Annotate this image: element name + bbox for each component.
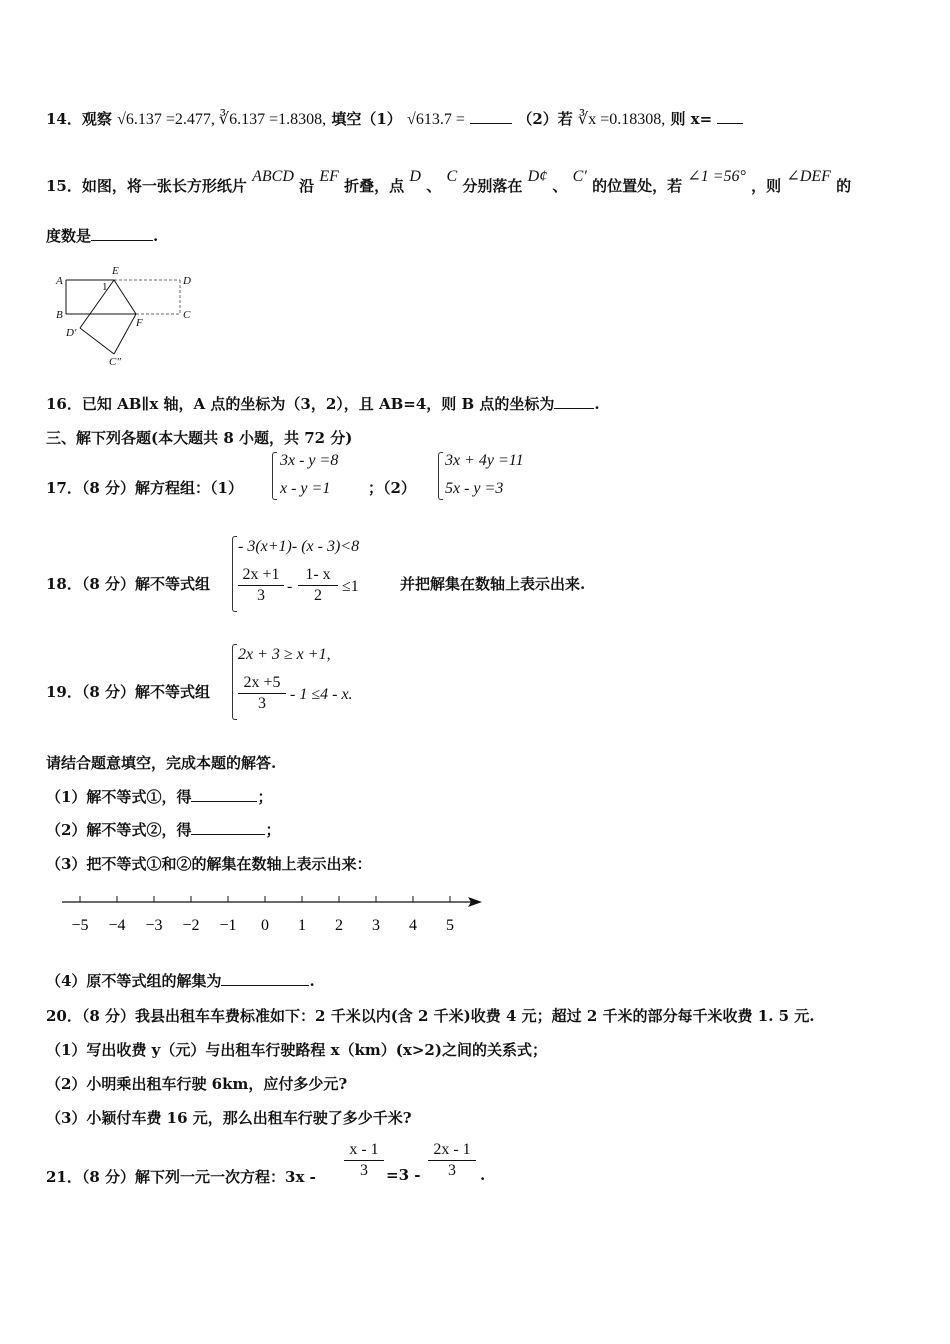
q19-inequality-1: 2x + 3 ≥ x +1, [238, 646, 331, 663]
label-c: C [183, 309, 191, 321]
edge-dprime-cprime [80, 328, 114, 354]
q19-step-2 [46, 819, 280, 840]
number-line-tick-label: −2 [182, 917, 200, 934]
q15-c: C [446, 168, 458, 185]
number-line-tick-label: 4 [409, 917, 417, 934]
number-line-tick-label: 5 [446, 917, 454, 934]
q14-blank-1[interactable] [470, 109, 512, 124]
q17-system2-eq1: 3x + 4y =11 [445, 452, 524, 469]
q18-brace [232, 536, 237, 612]
fold-line-ef [114, 280, 136, 314]
q15-rect-label: ABCD [252, 168, 294, 185]
q15-c2: C′ [572, 168, 587, 185]
q16-blank[interactable] [554, 394, 594, 409]
question-16 [46, 393, 600, 414]
q18-minus: - [287, 578, 293, 595]
step2-end: ； [265, 821, 281, 839]
q17-number: 17．（8 分）解方程组：（1） [46, 479, 243, 497]
question-17 [46, 477, 243, 498]
q18-f1-numerator: 2x +1 [242, 566, 280, 583]
q21-f2-numerator: 2x - 1 [433, 1141, 471, 1158]
q20-part-3: （3）小颖付车费 16 元，那么出租车行驶了多少千米? [46, 1109, 412, 1127]
question-21 [46, 1166, 316, 1187]
q15-sep: 、 [426, 177, 442, 195]
step1-end: ； [257, 788, 273, 806]
q14-number: 14．观察 [46, 110, 112, 128]
question-20: 20．（8 分）我县出租车车费标准如下：2 千米以内(含 2 千米)收费 4 元；超过 2 千米的部分每千米收费 1. 5 元. [46, 1007, 815, 1025]
q19-f-bar [238, 693, 286, 694]
q21-f1-numerator: x - 1 [349, 1141, 379, 1158]
q18-f2-bar [298, 585, 338, 586]
edge-cprime-f [114, 314, 136, 354]
q21-fraction-1 [344, 1141, 384, 1180]
step1-blank[interactable] [191, 787, 257, 802]
q18-fraction-1 [238, 566, 284, 605]
number-line-tick-label: −3 [145, 917, 163, 934]
question-18 [46, 573, 210, 594]
label-e: E [112, 265, 119, 277]
label-a: A [56, 275, 63, 287]
question-14 [46, 108, 743, 129]
step4-label: （4）原不等式组的解集为 [46, 972, 222, 990]
step2-label: （2）解不等式②，得 [46, 821, 192, 839]
number-line-tick-label: −1 [219, 917, 237, 934]
step4-end: . [309, 972, 315, 990]
q15-of: 的 [836, 177, 852, 195]
q14-blank-2[interactable] [717, 109, 743, 124]
q18-f2-numerator: 1- x [305, 566, 331, 583]
number-line-tick-label: −5 [71, 917, 89, 934]
number-line-tick-label: 3 [372, 917, 380, 934]
step2-blank[interactable] [191, 820, 265, 835]
q15-fold: 折叠，点 [344, 177, 405, 195]
q14-observation-expr: √6.137 =2.477, ∛6.137 =1.8308, [117, 111, 327, 128]
q15-sep2: 、 [552, 177, 568, 195]
q17-system1-eq2: x - y =1 [280, 480, 331, 497]
q14-part2-label: （2）若 [517, 110, 573, 128]
number-line-tick-label: 1 [298, 917, 306, 934]
label-angle-1: 1 [102, 281, 108, 293]
q14-expr2: √613.7 = [407, 111, 465, 128]
q18-f1-denominator: 3 [257, 587, 265, 604]
q14-fill-label: 填空（1） [331, 110, 402, 128]
q15-d2: D¢ [527, 168, 548, 185]
edge-ed-prime [80, 280, 114, 328]
q20-part-2: （2）小明乘出租车行驶 6km，应付多少元? [46, 1075, 348, 1093]
q21-fraction-2 [428, 1141, 476, 1180]
q19-brace [232, 644, 237, 720]
folded-rectangle-figure [52, 262, 202, 368]
q15-def: ∠DEF [786, 168, 831, 185]
q17-brace-1 [272, 452, 277, 500]
q19-step-3: （3）把不等式①和②的解集在数轴上表示出来： [46, 855, 372, 873]
q17-system2-eq2: 5x - y =3 [445, 480, 504, 497]
q15-d: D [409, 168, 421, 185]
q20-part-1: （1）写出收费 y（元）与出租车行驶路程 x（km）(x>2)之间的关系式； [46, 1041, 547, 1059]
q14-expr3: ∛x =0.18308, [578, 111, 666, 128]
q15-ef: EF [319, 168, 339, 185]
q18-tail: 并把解集在数轴上表示出来. [400, 575, 586, 593]
q15-degree-label: 度数是 [46, 227, 92, 245]
step4-blank[interactable] [221, 971, 309, 986]
q19-step-4 [46, 970, 315, 991]
label-d: D [183, 275, 191, 287]
q16-dot: . [594, 395, 600, 413]
q21-f2-denominator: 3 [448, 1162, 456, 1179]
q18-number: 18．（8 分）解不等式组 [46, 575, 211, 593]
q21-dot: . [480, 1166, 486, 1184]
q21-f1-bar [344, 1160, 384, 1161]
q17-system1-eq1: 3x - y =8 [280, 452, 339, 469]
q15-angle: ∠1 =56° [687, 168, 746, 185]
number-line [56, 888, 496, 940]
q21-number: 21．（8 分）解下列一元一次方程：3x - [46, 1168, 316, 1186]
q15-along: 沿 [299, 177, 315, 195]
q15-dot: . [153, 227, 159, 245]
q15-blank[interactable] [91, 226, 153, 241]
q18-fraction-2 [298, 566, 338, 605]
q15-pos: 的位置处，若 [592, 177, 683, 195]
q19-fraction [238, 674, 286, 713]
q19-f-denominator: 3 [258, 695, 266, 712]
q21-f1-denominator: 3 [360, 1162, 368, 1179]
step1-label: （1）解不等式①，得 [46, 788, 192, 806]
number-line-tick-label: 0 [261, 917, 269, 934]
q18-f2-denominator: 2 [314, 587, 322, 604]
q17-part2-label: ；（2） [368, 479, 416, 497]
q21-equals: =3 - [386, 1166, 421, 1184]
q19-prompt: 请结合题意填空，完成本题的解答. [46, 754, 277, 772]
q19-step-1 [46, 786, 272, 807]
q18-inequality-1: - 3(x+1)- (x - 3)<8 [238, 538, 360, 555]
number-line-tick-label: 2 [335, 917, 343, 934]
q21-f2-bar [428, 1160, 476, 1161]
q15-then: ，则 [751, 177, 782, 195]
q18-f1-bar [238, 585, 284, 586]
q19-f-numerator: 2x +5 [243, 674, 281, 691]
question-15 [46, 168, 852, 196]
label-c-prime: C″ [109, 356, 121, 368]
q19-rest: - 1 ≤4 - x. [290, 686, 353, 703]
section-3-heading: 三、解下列各题(本大题共 8 小题，共 72 分) [46, 429, 353, 447]
question-19 [46, 681, 210, 702]
q19-number: 19．（8 分）解不等式组 [46, 683, 211, 701]
label-f: F [136, 317, 143, 329]
q14-tail: 则 x= [670, 110, 713, 128]
number-line-tick-label: −4 [108, 917, 126, 934]
q15-fall: 分别落在 [462, 177, 523, 195]
q16-text: 16．已知 AB∥x 轴，A 点的坐标为（3，2），且 AB=4，则 B 点的坐标为 [46, 395, 555, 413]
q17-brace-2 [438, 452, 443, 500]
label-b: B [56, 309, 63, 321]
question-15-line2 [46, 225, 158, 246]
q15-number: 15．如图，将一张长方形纸片 [46, 177, 247, 195]
q18-le: ≤1 [342, 578, 359, 595]
label-d-prime: D′ [66, 327, 77, 339]
